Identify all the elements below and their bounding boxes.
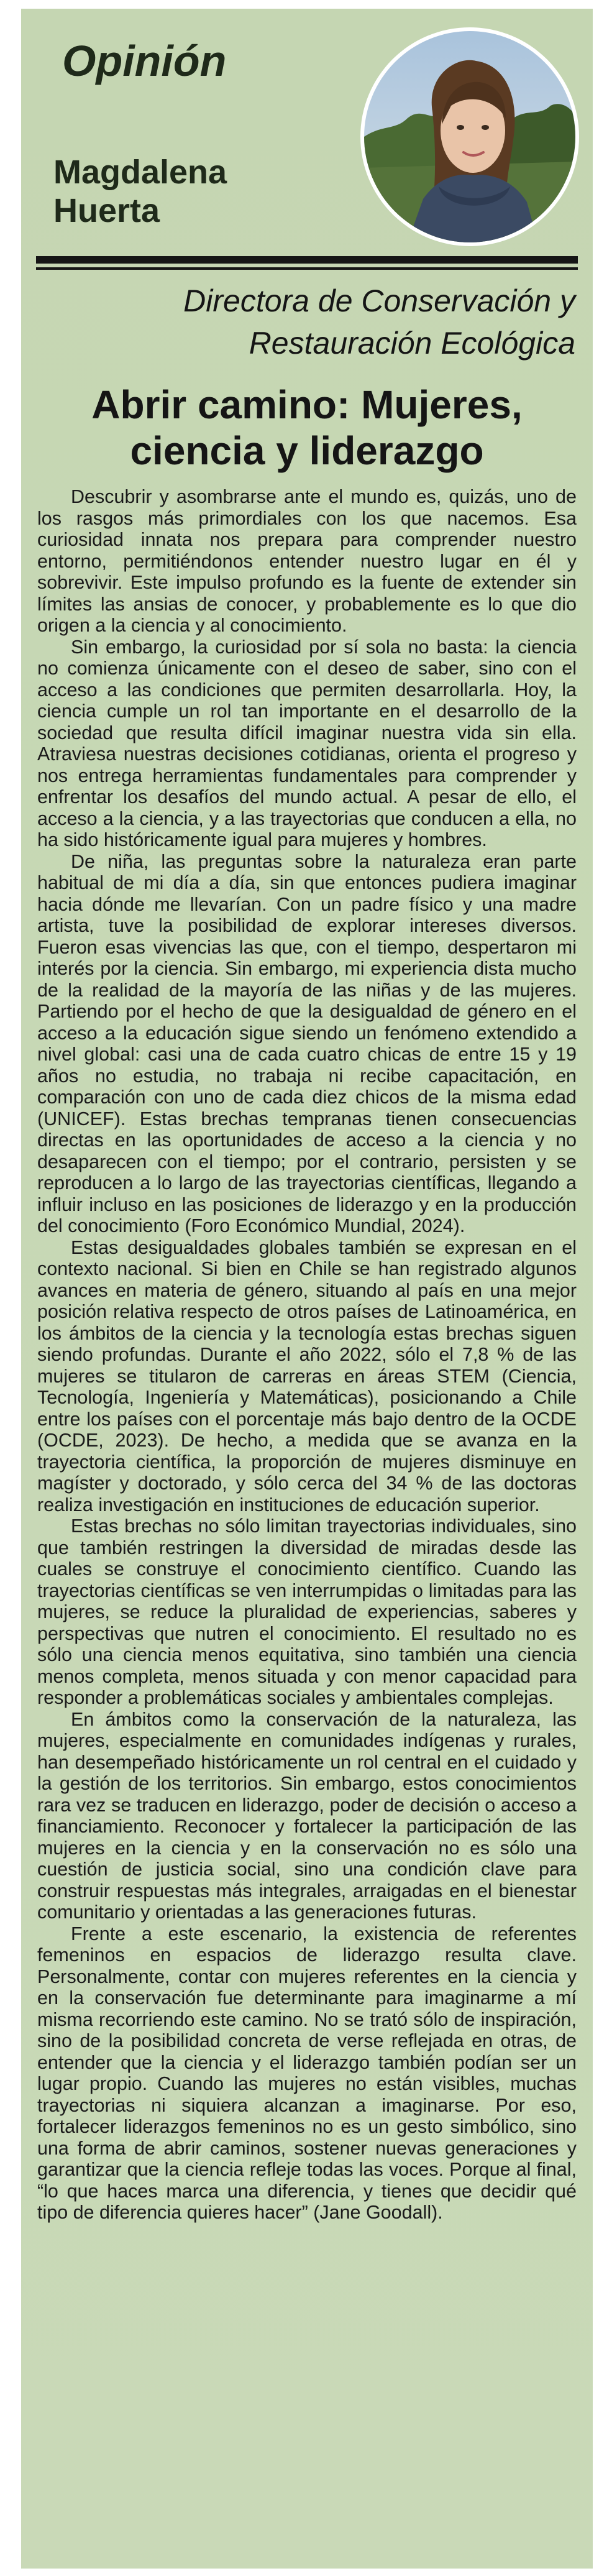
author-portrait-illustration [364, 31, 575, 242]
header-divider-thick [36, 256, 578, 264]
article-paragraph: De niña, las preguntas sobre la naturaleza eran parte habitual de mi día a día, sin que entonces pudiera imaginar hacia dónde me llevarían. Con un padre físico y una madre artista, tuve la posibilidad de explorar intereses diversos. Fueron esas vivencias las que, con el tiempo, despertaron mi interés por la ciencia. Sin embargo, mi experiencia dista mucho de la realidad de la mayoría de las niñas y de las mujeres. Partiendo por el hecho de que la desigualdad de género en el acceso a la educación sigue siendo un fenómeno extendido a nivel global: casi una de cada cuatro chicas de entre 15 y 19 años no estudia, no trabaja ni recibe capacitación, en comparación con uno de cada diez chicos de la misma edad (UNICEF). Estas brechas tempranas tienen consecuencias directas en las oportunidades de acceso a la ciencia y no desaparecen con el tiempo; por el contrario, persisten y se reproducen a lo largo de las trayectorias científicas, llegando a influir incluso en las posiciones de liderazgo y en la producción del conocimiento (Foro Económico Mundial, 2024). [37, 850, 577, 1236]
section-label: Opinión [62, 37, 227, 85]
article-body [37, 486, 577, 2224]
author-role: Directora de Conservación y Restauración Ecológica [183, 283, 575, 361]
article-paragraph: Sin embargo, la curiosidad por sí sola no basta: la ciencia no comienza únicamente con el deseo de saber, sino con el acceso a las condiciones que permiten desarrollarla. Hoy, la ciencia cumple un rol tan importante en el desarrollo de la sociedad que resulta difícil imaginar nuestra vida sin ella. Atraviesa nuestras decisiones cotidianas, orienta el progreso y nos entrega herramientas fundamentales para comprender y enfrentar los desafíos del mundo actual. A pesar de ello, el acceso a la ciencia, y a las trayectorias que conducen a ella, no ha sido históricamente igual para mujeres y hombres. [37, 636, 577, 850]
header-divider-thin [36, 267, 578, 270]
author-name: Magdalena Huerta [53, 154, 227, 229]
opinion-page [21, 9, 593, 2569]
article-paragraph: Frente a este escenario, la existencia de referentes femeninos en espacios de liderazgo resulta clave. Personalmente, contar con mujeres referentes en la ciencia y en la conservación fue determinante para imaginarme a mí misma recorriendo este camino. No se trató sólo de inspiración, sino de la posibilidad concreta de verse reflejada en otras, de entender que la ciencia y el liderazgo también podían ser un lugar propio. Cuando las mujeres no están visibles, muchas trayectorias ni siquiera alcanzan a imaginarse. Por eso, fortalecer liderazgos femeninos no es un gesto simbólico, sino una forma de abrir caminos, sostener nuevas generaciones y garantizar que la ciencia refleje todas las voces. Porque al final, “lo que haces marca una diferencia, y tienes que decidir qué tipo de diferencia quieres hacer” (Jane Goodall). [37, 1923, 577, 2223]
article-title: Abrir camino: Mujeres, ciencia y liderazgo [91, 382, 523, 473]
author-photo [364, 31, 575, 242]
article-paragraph: Estas desigualdades globales también se expresan en el contexto nacional. Si bien en Chile se han registrado algunos avances en materia de género, situando al país en una mejor posición relativa respecto de otros países de Latinoamérica, en los ámbitos de la ciencia y la tecnología estas brechas siguen siendo profundas. Durante el año 2022, sólo el 7,8 % de las mujeres se titularon de carreras en áreas STEM (Ciencia, Tecnología, Ingeniería y Matemáticas), posicionando a Chile entre los países con el porcentaje más bajo dentro de la OCDE (OCDE, 2023). De hecho, a medida que se avanza en la trayectoria científica, la proporción de mujeres disminuye en magíster y doctorado, y sólo cerca del 34 % de las doctoras realiza investigación en instituciones de educación superior. [37, 1236, 577, 1516]
article-paragraph: Estas brechas no sólo limitan trayectorias individuales, sino que también restringen la diversidad de miradas desde las cuales se construye el conocimiento científico. Cuando las trayectorias científicas se ven interrumpidas o limitadas para las mujeres, se reduce la pluralidad de experiencias, saberes y perspectivas que nutren el conocimiento. El resultado no es sólo una ciencia menos equitativa, sino también una ciencia menos completa, menos situada y con menor capacidad para responder a problemáticas sociales y ambientales complejas. [37, 1516, 577, 1708]
article-paragraph: Descubrir y asombrarse ante el mundo es, quizás, uno de los rasgos más primordiales con los que nacemos. Esa curiosidad innata nos prepara para comprender nuestro entorno, permitiéndonos entender nuestro lugar en él y sobrevivir. Este impulso profundo es la fuente de extender sin límites las ansias de conocer, y probablemente es lo que dio origen a la ciencia y al conocimiento. [37, 486, 577, 636]
article-paragraph: En ámbitos como la conservación de la naturaleza, las mujeres, especialmente en comunidades indígenas y rurales, han desempeñado históricamente un rol central en el cuidado y la gestión de los territorios. Sin embargo, estos conocimientos rara vez se traducen en liderazgo, poder de decisión o acceso a financiamiento. Reconocer y fortalecer la participación de las mujeres en la ciencia y en la conservación no es sólo una cuestión de justicia social, sino una condición clave para construir respuestas más integrales, arraigadas en el bienestar comunitario y orientadas a las generaciones futuras. [37, 1708, 577, 1923]
